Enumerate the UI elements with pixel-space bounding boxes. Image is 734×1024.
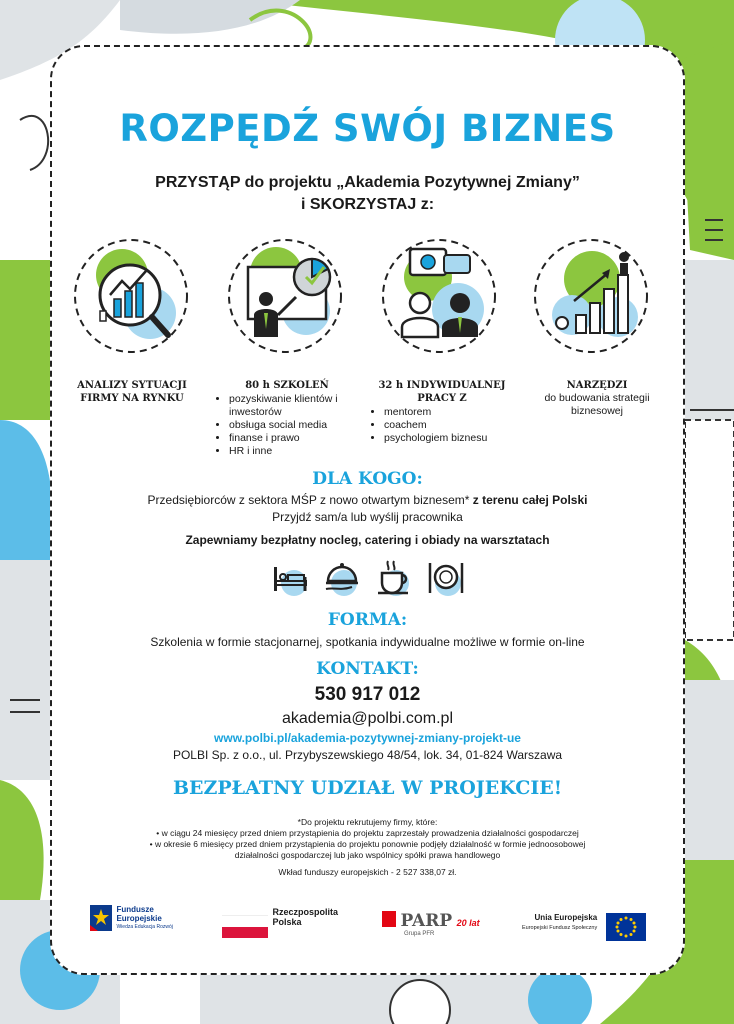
dla-kogo-line-1-plain: Przedsiębiorców z sektora MŚP z nowo otwartym biznesem* (147, 493, 470, 507)
parp-sub: Grupa PFR (404, 931, 435, 937)
fe-line-1: Fundusze (116, 905, 154, 914)
forma-text: Szkolenia w formie stacjonarnej, spotkania indywidualne możliwe w formie on-line (150, 635, 585, 649)
fe-star-icon (90, 905, 112, 931)
page-title: ROZPĘDŹ SWÓJ BIZNES (119, 107, 616, 150)
poster-card (50, 45, 685, 975)
conversation-icon (380, 237, 498, 355)
fe-line-2: Europejskie (116, 914, 162, 923)
dla-kogo-line-3: Zapewniamy bezpłatny nocleg, catering i obiady na warsztatach (185, 533, 550, 547)
ue-line-2: Europejski Fundusz Społeczny (522, 925, 598, 931)
section-heading-forma: FORMA: (327, 610, 408, 630)
eu-flag-icon (606, 913, 646, 941)
list-item: • coachem (384, 419, 512, 432)
section-heading-kontakt: KONTAKT: (316, 659, 419, 679)
dla-kogo-line-1 (52, 492, 683, 508)
plate-cutlery-icon (426, 557, 466, 597)
rp-line-1: Rzeczpospolita (272, 907, 338, 917)
parp-anniversary: 20 lat (456, 918, 480, 928)
rp-line-2: Polska (272, 917, 302, 927)
feature-trainings (217, 379, 357, 458)
feature-head: NARZĘDZI (566, 380, 628, 391)
parp-text: PARP (400, 911, 453, 931)
unia-europejska-logo (522, 913, 646, 941)
list-item: • obsługa social media (229, 419, 357, 432)
list-item: • mentorem (384, 406, 512, 419)
dla-kogo-line-2: Przyjdź sam/a lub wyślij pracownika (272, 510, 463, 524)
rzeczpospolita-polska-logo (222, 907, 338, 937)
parp-logo (382, 911, 480, 937)
feature-head: ANALIZY SYTUACJI (77, 380, 187, 391)
contact-website-link[interactable]: www.polbi.pl/akademia-pozytywnej-zmiany-projekt-ue (214, 731, 521, 745)
feature-head: FIRMY NA RYNKU (80, 393, 184, 404)
list-item: • HR i inne (229, 445, 357, 458)
subtitle (52, 172, 683, 216)
fe-line-3: Wiedza Edukacja Rozwój (116, 924, 173, 930)
bed-icon (270, 557, 310, 597)
footnote-head: *Do projektu rekrutujemy firmy, które: (297, 817, 438, 827)
feature-subtext: do budowania strategii biznesowej (544, 392, 650, 417)
contact-address: POLBI Sp. z o.o., ul. Przybyszewskiego 48/54, lok. 34, 01-824 Warszawa (172, 748, 563, 762)
subtitle-line-2: i SKORZYSTAJ z: (300, 196, 435, 213)
footnote-bullet-2b: działalności gospodarczej lub jako wspólnicy spółki prawa handlowego (234, 850, 501, 860)
dla-kogo-line-1-bold: z terenu całej Polski (469, 493, 588, 507)
free-participation-banner: BEZPŁATNY UDZIAŁ W PROJEKCIE! (172, 777, 563, 799)
magnifier-chart-icon (72, 237, 190, 355)
list-item: • pozyskiwanie klientów i inwestorów (229, 393, 357, 419)
feature-individual-work (372, 379, 512, 445)
contact-phone[interactable]: 530 917 012 (314, 684, 421, 705)
parp-mark-icon (382, 911, 396, 927)
feature-tools (527, 379, 667, 418)
subtitle-line-1: PRZYSTĄP do projektu „Akademia Pozytywnej Zmiany” (155, 174, 580, 191)
feature-head: PRACY Z (417, 393, 467, 404)
feature-head: 80 h SZKOLEŃ (245, 380, 329, 391)
presentation-icon (226, 237, 344, 355)
footnote-bullet-2a: • w okresie 6 miesięcy przed dniem przystąpienia do projektu ponownie podjęły działalność w formie jednoosobowej (149, 839, 586, 849)
list-item: • finanse i prawo (229, 432, 357, 445)
coffee-cup-icon (374, 557, 414, 597)
growth-stairs-icon (532, 237, 650, 355)
eu-funds-amount: Wkład funduszy europejskich - 2 527 338,07 zł. (278, 867, 457, 877)
fundusze-europejskie-logo (90, 905, 173, 932)
feature-analysis (62, 379, 202, 405)
footnote-bullet-1: • w ciągu 24 miesięcy przed dniem przystąpienia do projektu zaprzestały prowadzenia działalności gospodarczej (156, 828, 579, 838)
section-heading-dla-kogo: DLA KOGO: (312, 469, 423, 489)
ue-line-1: Unia Europejska (534, 913, 598, 922)
polish-flag-icon (222, 915, 268, 937)
amenity-icons-row (270, 557, 470, 597)
feature-head: 32 h INDYWIDUALNEJ (378, 380, 506, 391)
feature-icons-row (52, 237, 687, 377)
cloche-icon (322, 557, 362, 597)
footnote (52, 817, 683, 878)
list-item: • psychologiem biznesu (384, 432, 512, 445)
contact-email[interactable]: akademia@polbi.com.pl (282, 710, 453, 727)
